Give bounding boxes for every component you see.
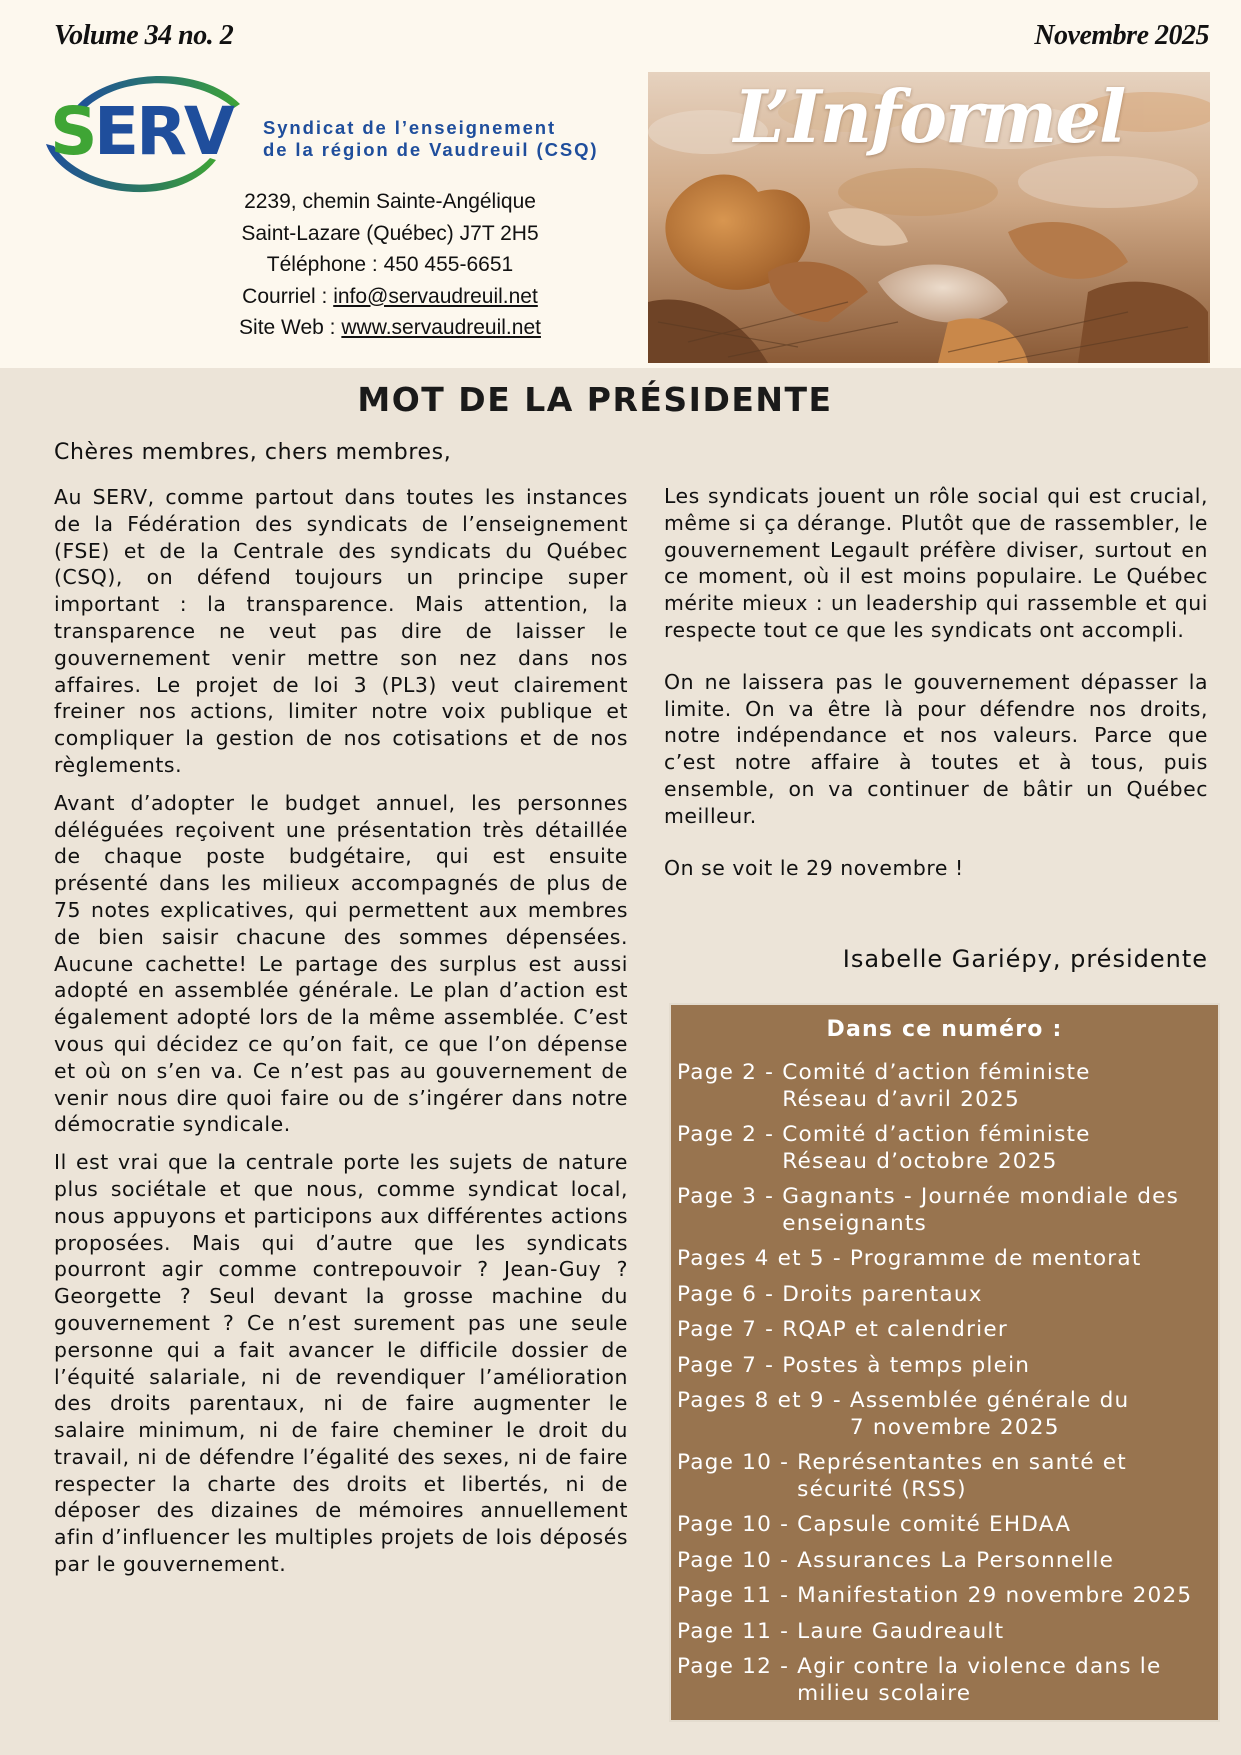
phone-number: 450 455-6651 bbox=[383, 253, 514, 276]
website-label: Site Web : bbox=[239, 316, 342, 339]
toc-separator: - bbox=[772, 1450, 798, 1475]
toc-item-line: 7 novembre 2025 bbox=[849, 1414, 1060, 1440]
toc-item-title bbox=[782, 1184, 1214, 1237]
toc-item-title bbox=[782, 1353, 1214, 1380]
toc-page-number: Page 7 bbox=[677, 1352, 758, 1378]
toc-page-number: Page 10 bbox=[677, 1547, 773, 1573]
toc-item[interactable] bbox=[677, 1619, 1214, 1646]
contact-block bbox=[190, 186, 590, 344]
masthead-title: L’Informel bbox=[733, 74, 1125, 159]
toc-item-line: Gagnants - Journée mondiale des bbox=[782, 1184, 1180, 1209]
toc-item[interactable] bbox=[677, 1246, 1214, 1273]
article-paragraph: Avant d’adopter le budget annuel, les personnes déléguées reçoivent une présentation très détaillée de chaque poste budgétaire, qui est ensuite présenté dans les milieux accompagnés de plus de 75 notes explicatives, qui permettent aux membres de bien saisir chacune des sommes dépensées. Aucune cachette! Le partage des surplus est aussi adopté en assemblée générale. Le plan d’action est également adopté lors de la même assemblée. C’est vous qui décidez ce qu’on fait, ce que l’on dépense et où on s’en va. Ce n’est pas au gouvernement de venir nous dire quoi faire ou de s’ingérer dans notre démocratie syndicale. bbox=[54, 790, 628, 1137]
toc-item-title bbox=[850, 1388, 1214, 1441]
toc-item-line: Droits parentaux bbox=[782, 1281, 983, 1307]
toc-page-number: Page 10 bbox=[677, 1450, 773, 1475]
toc-separator: - bbox=[757, 1317, 783, 1342]
organization-line-1: Syndicat de l’enseignement bbox=[263, 117, 557, 138]
toc-item-line: Programme de mentorat bbox=[849, 1246, 1142, 1271]
toc-item-line: Capsule comité EHDAA bbox=[797, 1512, 1072, 1537]
address-line-1: 2239, chemin Sainte-Angélique bbox=[244, 190, 536, 213]
toc-item-line: RQAP et calendrier bbox=[782, 1317, 1008, 1342]
toc-item-title bbox=[797, 1548, 1214, 1575]
volume-number: Volume 34 no. 2 bbox=[54, 20, 234, 51]
toc-item[interactable] bbox=[677, 1282, 1214, 1309]
toc-title: Dans ce numéro : bbox=[826, 1017, 1063, 1042]
article-title: MOT DE LA PRÉSIDENTE bbox=[357, 380, 833, 419]
article-paragraph: Au SERV, comme partout dans toutes les instances de la Fédération des syndicats de l’enseignement (FSE) et de la Centrale des syndicats du Québec (CSQ), on défend toujours un principe super important : la transparence. Mais attention, la transparence ne veut pas dire de laisser le gouvernement venir mettre son nez dans nos affaires. Le projet de loi 3 (PL3) veut clairement freiner nos actions, limiter notre voix publique et compliquer la gestion de nos cotisations et de nos règlements. bbox=[54, 485, 628, 777]
toc-item-line: sécurité (RSS) bbox=[797, 1476, 967, 1502]
toc-item-title bbox=[782, 1317, 1214, 1344]
logo-letters-erv: ERV bbox=[94, 93, 232, 170]
toc-list bbox=[677, 1060, 1214, 1716]
website-line bbox=[190, 312, 590, 344]
serv-logo-graphic bbox=[44, 64, 254, 202]
toc-item[interactable] bbox=[677, 1317, 1214, 1344]
toc-item-line: Réseau d’octobre 2025 bbox=[782, 1148, 1058, 1174]
toc-item-line: Manifestation 29 novembre 2025 bbox=[797, 1583, 1193, 1608]
signature: Isabelle Gariépy, présidente bbox=[842, 945, 1208, 973]
email-line bbox=[190, 281, 590, 313]
toc-page-number: Pages 8 et 9 bbox=[677, 1388, 825, 1413]
toc-page-number: Page 10 bbox=[677, 1512, 773, 1537]
toc-item-title bbox=[782, 1282, 1214, 1309]
toc-item-title bbox=[782, 1060, 1214, 1113]
toc-item-line: Agir contre la violence dans le bbox=[797, 1654, 1162, 1679]
toc-item-line: Représentantes en santé et bbox=[797, 1450, 1127, 1475]
article-paragraph: Il est vrai que la centrale porte les sujets de nature plus sociétale et que nous, comme syndicat local, nous appuyons et participons aux différentes actions proposées. Mais qui d’autre que les syndicats pourront agir comme contrepouvoir ? Jean-Guy ? Georgette ? Seul devant la grosse machine du gouvernement ? Ce n’est surement pas une seule personne qui a fait avancer le difficile dossier de l’équité salariale, ni de revendiquer l’amélioration des droits parentaux, ni de faire augmenter le salaire minimum, ni de faire cheminer le droit du travail, ni de défendre l’égalité des sexes, ni de faire respecter la charte des droits et libertés, ni de déposer des dizaines de mémoires annuellement afin d’influencer les multiples projets de lois déposés par le gouvernement. bbox=[54, 1150, 628, 1577]
article-paragraph: Les syndicats jouent un rôle social qui est crucial, même si ça dérange. Plutôt que de rassembler, le gouvernement Legault préfère diviser, surtout en ce moment, où il est moins populaire. Le Québec mérite mieux : un leadership qui rassemble et qui respecte tout ce que les syndicats ont accompli. bbox=[664, 484, 1208, 642]
toc-separator: - bbox=[757, 1184, 783, 1209]
address-line-2: Saint-Lazare (Québec) J7T 2H5 bbox=[241, 221, 539, 245]
toc-item-line: Laure Gaudreault bbox=[797, 1618, 1005, 1644]
toc-separator: - bbox=[757, 1060, 783, 1085]
toc-separator: - bbox=[824, 1388, 850, 1413]
toc-page-number: Page 11 bbox=[677, 1618, 773, 1644]
toc-item-line: Réseau d’avril 2025 bbox=[782, 1086, 1020, 1112]
toc-separator: - bbox=[772, 1654, 798, 1679]
organization-name bbox=[263, 117, 598, 161]
toc-item-title bbox=[797, 1583, 1214, 1610]
issue-date: Novembre 2025 bbox=[1034, 20, 1209, 51]
toc-item-line: milieu scolaire bbox=[797, 1680, 972, 1706]
newsletter-header bbox=[0, 0, 1241, 368]
toc-separator: - bbox=[757, 1122, 783, 1147]
logo-letter-s: S bbox=[50, 93, 98, 170]
article-paragraph: On ne laissera pas le gouvernement dépasser la limite. On va être là pour défendre nos droits, notre indépendance et nos valeurs. Parce que c’est notre affaire à toutes et à tous, puis ensemble, on va continuer de bâtir un Québec meilleur. bbox=[664, 669, 1208, 828]
toc-item-line: Postes à temps plein bbox=[782, 1352, 1031, 1378]
toc-item[interactable] bbox=[677, 1388, 1214, 1441]
toc-item-line: Comité d’action féministe bbox=[782, 1060, 1091, 1085]
website-link[interactable]: www.servaudreuil.net bbox=[341, 316, 541, 339]
toc-page-number: Page 2 bbox=[677, 1122, 758, 1147]
toc-item-line: Assemblée générale du bbox=[849, 1388, 1130, 1413]
toc-item-title bbox=[797, 1450, 1214, 1503]
toc-item[interactable] bbox=[677, 1353, 1214, 1380]
phone-label: Téléphone : bbox=[266, 253, 384, 276]
email-link[interactable]: info@servaudreuil.net bbox=[333, 284, 538, 308]
toc-item[interactable] bbox=[677, 1654, 1214, 1707]
closing-line: On se voit le 29 novembre ! bbox=[664, 855, 964, 880]
article-right-column bbox=[664, 483, 1208, 892]
greeting: Chères membres, chers membres, bbox=[54, 440, 452, 465]
serv-logo bbox=[44, 64, 254, 202]
toc-page-number: Page 6 bbox=[677, 1281, 758, 1307]
toc-page-number: Page 12 bbox=[677, 1654, 773, 1679]
article-left-column bbox=[54, 484, 628, 1589]
toc-item-line: enseignants bbox=[782, 1210, 927, 1236]
toc-page-number: Page 11 bbox=[677, 1583, 773, 1608]
toc-separator: - bbox=[757, 1352, 783, 1378]
toc-item-title bbox=[797, 1654, 1214, 1707]
toc-separator: - bbox=[772, 1512, 798, 1537]
table-of-contents bbox=[671, 1005, 1218, 1720]
toc-page-number: Page 3 bbox=[677, 1184, 758, 1209]
toc-separator: - bbox=[772, 1618, 798, 1644]
toc-item-title bbox=[797, 1512, 1214, 1539]
toc-separator: - bbox=[757, 1281, 783, 1307]
toc-item-line: Comité d’action féministe bbox=[782, 1122, 1091, 1147]
toc-item[interactable] bbox=[677, 1512, 1214, 1539]
toc-item-title bbox=[850, 1246, 1214, 1273]
toc-page-number: Pages 4 et 5 bbox=[677, 1246, 825, 1271]
phone-line bbox=[190, 249, 590, 281]
toc-page-number: Page 7 bbox=[677, 1317, 758, 1342]
toc-item-title bbox=[782, 1122, 1214, 1175]
toc-separator: - bbox=[772, 1547, 798, 1573]
toc-item[interactable] bbox=[677, 1583, 1214, 1610]
toc-item[interactable] bbox=[677, 1548, 1214, 1575]
toc-item[interactable] bbox=[677, 1122, 1214, 1175]
toc-item-line: Assurances La Personnelle bbox=[797, 1547, 1115, 1573]
toc-separator: - bbox=[772, 1583, 798, 1608]
toc-item[interactable] bbox=[677, 1450, 1214, 1503]
toc-item[interactable] bbox=[677, 1184, 1214, 1237]
toc-page-number: Page 2 bbox=[677, 1060, 758, 1085]
autumn-leaves-photo bbox=[648, 72, 1210, 363]
toc-separator: - bbox=[824, 1246, 850, 1271]
email-label: Courriel : bbox=[242, 284, 334, 308]
organization-line-2: de la région de Vaudreuil (CSQ) bbox=[263, 139, 599, 160]
toc-item-title bbox=[797, 1619, 1214, 1646]
toc-item[interactable] bbox=[677, 1060, 1214, 1113]
